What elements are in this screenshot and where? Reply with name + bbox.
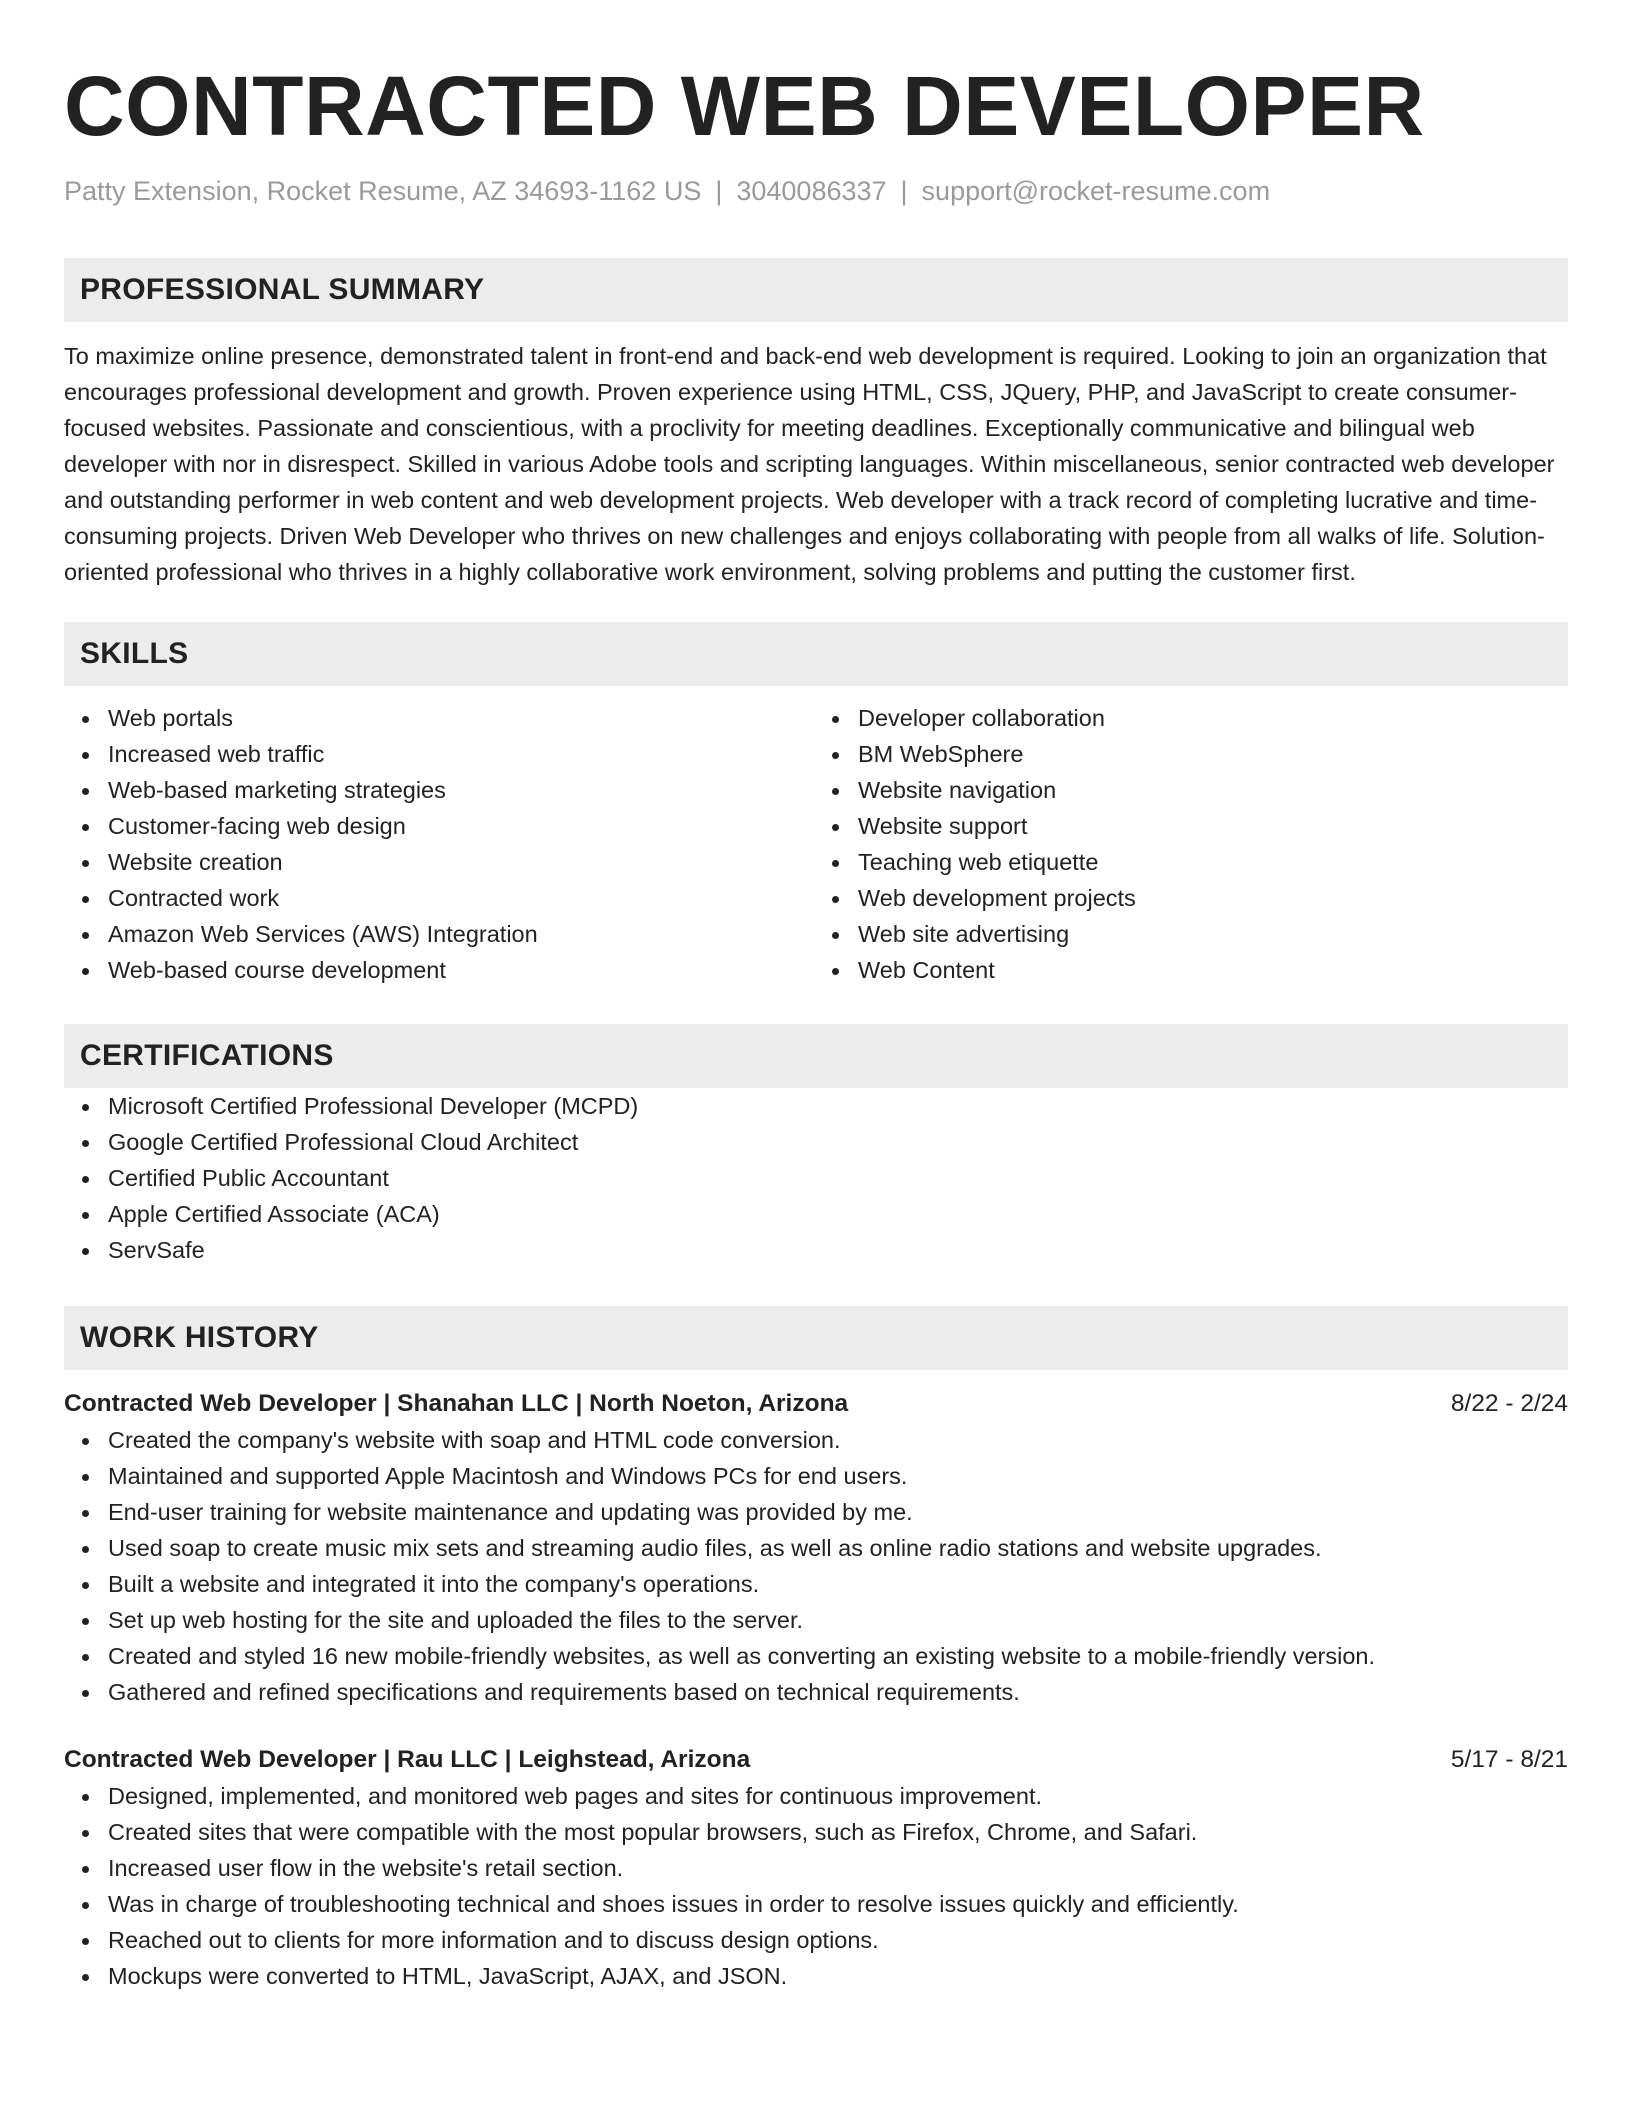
skill-item: Website navigation [816,772,1568,808]
contact-email: support@rocket-resume.com [921,176,1271,206]
certification-item: Certified Public Accountant [64,1160,1568,1196]
certifications-heading: CERTIFICATIONS [64,1024,1568,1088]
job-bullet: Gathered and refined specifications and requirements based on technical requirements. [64,1674,1568,1710]
job-dates: 5/17 - 8/21 [1450,1746,1568,1773]
certification-item: ServSafe [64,1232,1568,1268]
contact-line [64,174,1568,208]
job-bullet: Built a website and integrated it into the company's operations. [64,1566,1568,1602]
skill-item: Website support [816,808,1568,844]
job-bullet: Mockups were converted to HTML, JavaScript, AJAX, and JSON. [64,1958,1568,1994]
job-bullet: Was in charge of troubleshooting technical and shoes issues in order to resolve issues quickly and efficiently. [64,1886,1568,1922]
job-dates: 8/22 - 2/24 [1450,1390,1568,1417]
skill-item: Website creation [64,844,816,880]
skill-item: Web portals [64,700,816,736]
job-bullet: Created sites that were compatible with the most popular browsers, such as Firefox, Chrome, and Safari. [64,1814,1568,1850]
job-bullet: Created the company's website with soap and HTML code conversion. [64,1422,1568,1458]
resume-title: CONTRACTED WEB DEVELOPER [64,59,1425,153]
job-bullets [64,1778,1568,1994]
work-history-heading: WORK HISTORY [64,1306,1568,1370]
skills-column-left [64,700,816,988]
skill-item: Web-based marketing strategies [64,772,816,808]
job-header [64,1386,1568,1422]
certification-item: Apple Certified Associate (ACA) [64,1196,1568,1232]
skill-item: Web development projects [816,880,1568,916]
skill-item: BM WebSphere [816,736,1568,772]
job-bullet: Maintained and supported Apple Macintosh and Windows PCs for end users. [64,1458,1568,1494]
skill-item: Web-based course development [64,952,816,988]
contact-separator: | [900,176,908,206]
job-bullet: Increased user flow in the website's retail section. [64,1850,1568,1886]
contact-address: Patty Extension, Rocket Resume, AZ 34693-1162 US [64,176,702,206]
skill-item: Contracted work [64,880,816,916]
contact-phone: 3040086337 [736,176,887,206]
job-bullet: Created and styled 16 new mobile-friendly websites, as well as converting an existing website to a mobile-friendly version. [64,1638,1568,1674]
skills-list-left [64,700,816,988]
skill-item: Customer-facing web design [64,808,816,844]
job-bullet: Used soap to create music mix sets and streaming audio files, as well as online radio stations and website upgrades. [64,1530,1568,1566]
certification-item: Google Certified Professional Cloud Architect [64,1124,1568,1160]
certifications-list [64,1088,1568,1268]
skills-list-right [816,700,1568,988]
skill-item: Increased web traffic [64,736,816,772]
job-bullet: Reached out to clients for more information and to discuss design options. [64,1922,1568,1958]
job-title: Contracted Web Developer | Shanahan LLC | North Noeton, Arizona [64,1390,849,1417]
job-title: Contracted Web Developer | Rau LLC | Leighstead, Arizona [64,1746,751,1773]
certification-item: Microsoft Certified Professional Developer (MCPD) [64,1088,1568,1124]
job-header [64,1742,1568,1778]
job-bullets [64,1422,1568,1710]
contact-separator: | [715,176,723,206]
skills-column-right [816,700,1568,988]
job-bullet: End-user training for website maintenance and updating was provided by me. [64,1494,1568,1530]
skill-item: Amazon Web Services (AWS) Integration [64,916,816,952]
job-bullet: Designed, implemented, and monitored web pages and sites for continuous improvement. [64,1778,1568,1814]
skill-item: Developer collaboration [816,700,1568,736]
skill-item: Teaching web etiquette [816,844,1568,880]
skills-heading: SKILLS [64,622,1568,686]
skill-item: Web site advertising [816,916,1568,952]
job-bullet: Set up web hosting for the site and uploaded the files to the server. [64,1602,1568,1638]
summary-heading: PROFESSIONAL SUMMARY [64,258,1568,322]
skills-grid [64,700,1568,988]
summary-text: To maximize online presence, demonstrated talent in front-end and back-end web development is required. Looking to join an organization that encourages professional development and growth. Proven experience using HTML, CSS, JQuery, PHP, and JavaScript to create consumer-focused websites. Passionate and conscientious, with a proclivity for meeting deadlines. Exceptionally communicative and bilingual web developer with nor in disrespect. Skilled in various Adobe tools and scripting languages. Within miscellaneous, senior contracted web developer and outstanding performer in web content and web development projects. Web developer with a track record of completing lucrative and time-consuming projects. Driven Web Developer who thrives on new challenges and enjoys collaborating with people from all walks of life. Solution-oriented professional who thrives in a highly collaborative work environment, solving problems and putting the customer first. [64,343,1555,585]
skill-item: Web Content [816,952,1568,988]
